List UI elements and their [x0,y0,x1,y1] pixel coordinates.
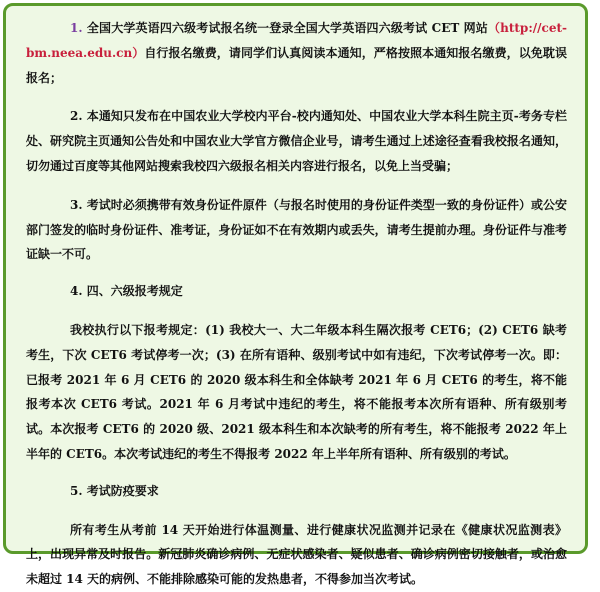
cet-website-link[interactable]: （http://cet-bm.neea.edu.cn） [26,21,567,60]
notice-item-1 [26,16,567,90]
item-1-number: 1. [70,21,83,35]
notice-box [3,3,588,587]
item-1-text-b: 自行报名缴费，请同学们认真阅读本通知，严格按照本通知报名缴费，以免耽误报名； [26,45,567,85]
item-1-text-a: 全国大学英语四六级考试报名统一登录全国大学英语四六级考试 CET 网站 [86,21,488,35]
notice-item-4-heading: 4. 四、六级报考规定 [70,284,183,299]
notice-item-2: 2. 本通知只发布在中国农业大学校内平台-校内通知处、中国农业大学本科生院主页-考务专栏处、研究院主页通知公告处和中国农业大学官方微信企业号，请考生通过上述途径查看我校报名通知，切勿通过百度等其他网站搜索我校四六级报名相关内容进行报名，以免上当受骗； [26,109,567,173]
notice-item-3: 3. 考试时必须携带有效身份证件原件（与报名时使用的身份证件类型一致的身份证件）或公安部门签发的临时身份证件、准考证，身份证如不在有效期内或丢失，请考生提前办理。身份证件与准考证缺一不可。 [26,197,567,262]
notice-item-5-body: 所有考生从考前 14 天开始进行体温测量、进行健康状况监测并记录在《健康状况监测表》上，出现异常及时报告。新冠肺炎确诊病例、无症状感染者、疑似患者、确诊病例密切接触者，或治愈未超过 14 天的病例、不能排除感染可能的发热患者，不得参加当次考试。 [26,522,567,587]
notice-item-4-body: 我校执行以下报考规定：(1) 我校大一、大二年级本科生隔次报考 CET6；(2) CET6 缺考考生，下次 CET6 考试停考一次；(3) 在所有语种、级别考试中如有违纪，下次考试停考一次。即：已报考 2021 年 6 月 CET6 的 2020 级本科生和全体缺考 2021 年 6 月 CET6 的考生，将不能报考本次 CET6 考试。2021 年 6 月考试中违纪的考生，将不能报考本次所有语种、所有级别考试。本次报考 CET6 的 2020 级、2021 级本科生和本次缺考的所有考生，将不能报考 2022 年上半年的 CET6。本次考试违纪的考生不得报考 2022 年上半年所有语种、所有级别的考试。 [26,322,567,461]
notice-item-5-heading: 5. 考试防疫要求 [70,483,159,498]
